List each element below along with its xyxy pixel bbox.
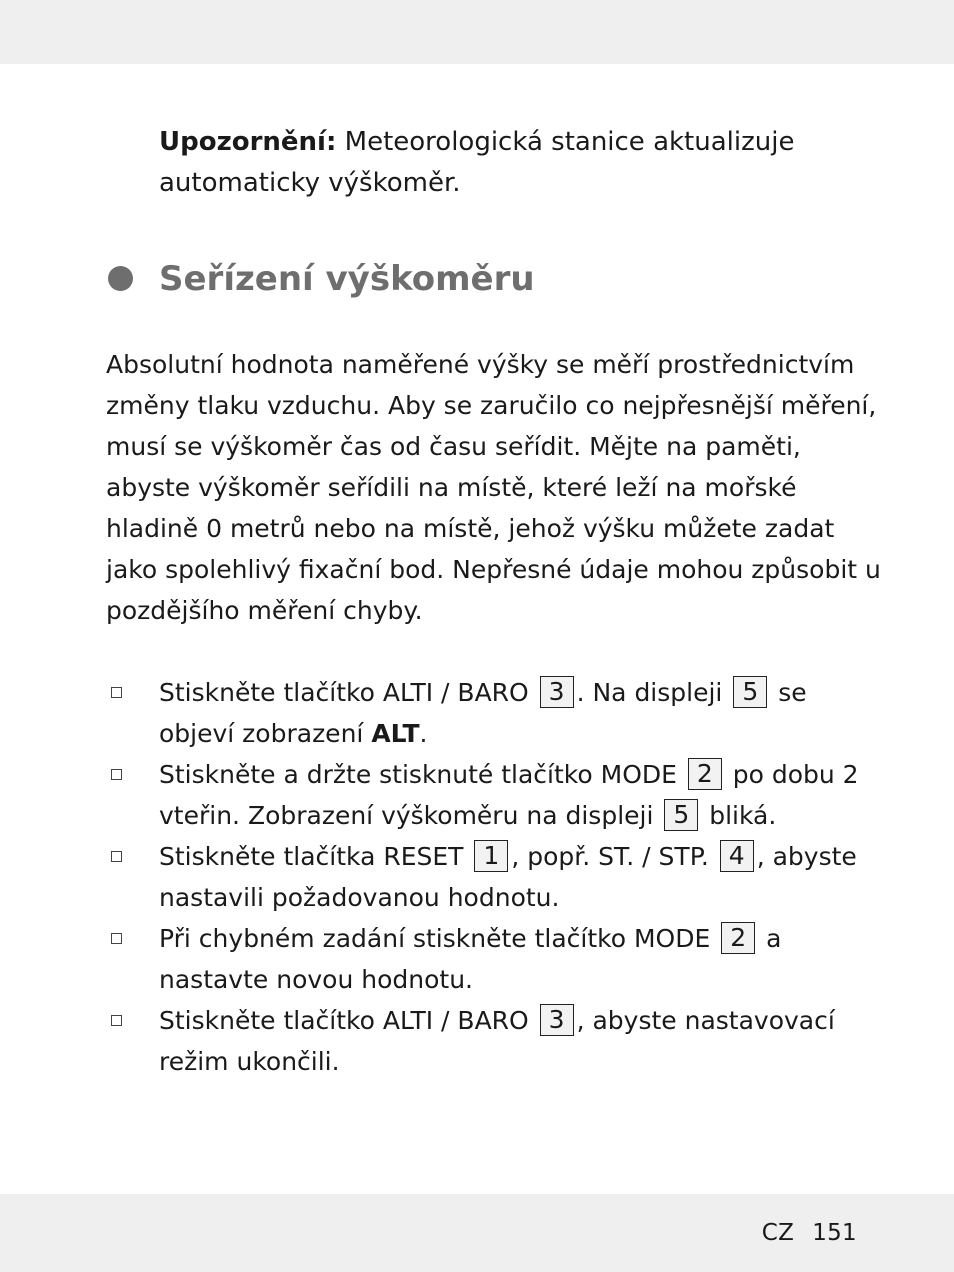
intro-paragraph: Absolutní hodnota naměřené výšky se měří prostřednictvím změny tlaku vzduchu. Aby se zaručilo co nejpřesnější měření, musí se výškoměr čas od času seřídit. Mějte na paměti, abyste výškoměr seřídili na místě, které leží na mořské hladině 0 metrů nebo na místě, jehož výšku můžete zadat jako spolehlivý fixační bod. Nepřesné údaje mohou způsobit u pozdějšího měření chyby. [106, 350, 881, 625]
step-text: Stiskněte tlačítko ALTI / BARO [159, 678, 529, 707]
checkbox-icon [111, 933, 122, 944]
button-ref-badge: 2 [688, 758, 722, 790]
note-label: Upozornění: [159, 127, 337, 157]
step-item [106, 1000, 881, 1082]
button-ref-badge: 4 [720, 840, 754, 872]
step-text: , popř. ST. / STP. [511, 842, 709, 871]
page-number: 151 [812, 1220, 857, 1246]
checkbox-icon [111, 1015, 122, 1026]
heading-bullet-icon [108, 266, 133, 291]
note-text: Meteorologická stanice aktualizuje automaticky výškoměr. [159, 127, 795, 198]
header-band [0, 0, 954, 64]
display-code: ALT [371, 719, 420, 748]
step-text: . Na displeji [576, 678, 723, 707]
button-ref-badge: 3 [540, 676, 574, 708]
step-text: se objeví zobrazení [159, 678, 807, 748]
step-text: po dobu 2 vteřin. Zobrazení výškoměru na displeji [159, 760, 859, 830]
page-footer [762, 1218, 857, 1248]
step-text: . [419, 719, 428, 748]
language-code: CZ [761, 1220, 795, 1246]
step-text: , abyste nastavovací režim ukončili. [159, 1006, 835, 1076]
checkbox-icon [111, 687, 122, 698]
step-text: Stiskněte tlačítko ALTI / BARO [159, 1006, 529, 1035]
steps-list [106, 672, 881, 1082]
button-ref-badge: 2 [721, 922, 755, 954]
step-text: Při chybném zadání stiskněte tlačítko MODE [159, 924, 711, 953]
note [159, 122, 879, 204]
step-item [106, 754, 881, 836]
button-ref-badge: 1 [474, 840, 508, 872]
step-item [106, 918, 881, 1000]
section-heading: Seřízení výškoměru [159, 259, 535, 299]
step-item [106, 672, 881, 754]
checkbox-icon [111, 769, 122, 780]
step-item [106, 836, 881, 918]
step-text: a nastavte novou hodnotu. [159, 924, 782, 994]
step-text: Stiskněte a držte stisknuté tlačítko MODE [159, 760, 677, 789]
checkbox-icon [111, 851, 122, 862]
button-ref-badge: 3 [540, 1004, 574, 1036]
step-text: bliká. [709, 801, 777, 830]
display-ref-badge: 5 [664, 799, 698, 831]
display-ref-badge: 5 [733, 676, 767, 708]
step-text: Stiskněte tlačítka RESET [159, 842, 464, 871]
step-text: , abyste nastavili požadovanou hodnotu. [159, 842, 857, 912]
